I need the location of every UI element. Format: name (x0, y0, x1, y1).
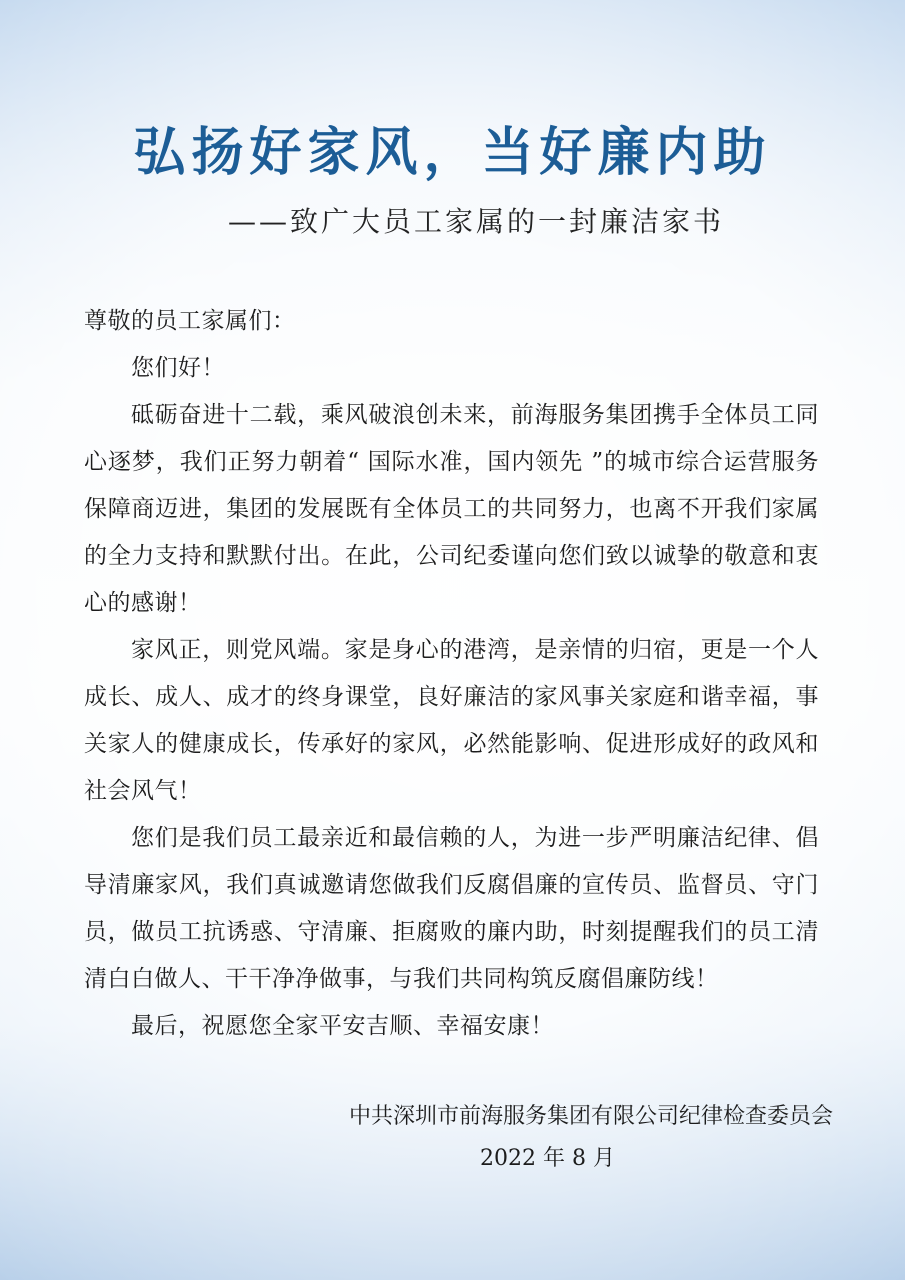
closing-wish: 最后，祝愿您全家平安吉顺、幸福安康！ (131, 1013, 554, 1039)
signature-organization: 中共深圳市前海服务集团有限公司纪律检查委员会 (348, 1104, 833, 1129)
letter-body (84, 298, 819, 1050)
signature-date: 2022 年 8 月 (480, 1146, 615, 1171)
paragraph: 您们是我们员工最亲近和最信赖的人，为进一步严明廉洁纪律、倡导清廉家风，我们真诚邀请您做我们反腐倡廉的宣传员、监督员、守门员，做员工抗诱惑、守清廉、拒腐败的廉内助，时刻提醒我们的员工清清白白做人、干干净净做事，与我们共同构筑反腐倡廉防线！ (84, 825, 819, 992)
paragraph: 砥砺奋进十二载，乘风破浪创未来，前海服务集团携手全体员工同心逐梦，我们正努力朝着“ 国际水准，国内领先 ”的城市综合运营服务保障商迈进，集团的发展既有全体员工的共同努力，也离不开我们家属的全力支持和默默付出。在此，公司纪委谨向您们致以诚挚的敬意和衷心的感谢！ (84, 402, 819, 616)
greeting: 您们好！ (131, 355, 225, 381)
salutation: 尊敬的员工家属们： (84, 308, 296, 334)
letter-subtitle: ——致广大员工家属的一封廉洁家书 (228, 205, 725, 238)
letter-title: 弘扬好家风，当好廉内助 (133, 123, 772, 183)
paragraph: 家风正，则党风端。家是身心的港湾，是亲情的归宿，更是一个人成长、成人、成才的终身课堂，良好廉洁的家风事关家庭和谐幸福，事关家人的健康成长，传承好的家风，必然能影响、促进形成好的政风和社会风气！ (84, 637, 819, 804)
